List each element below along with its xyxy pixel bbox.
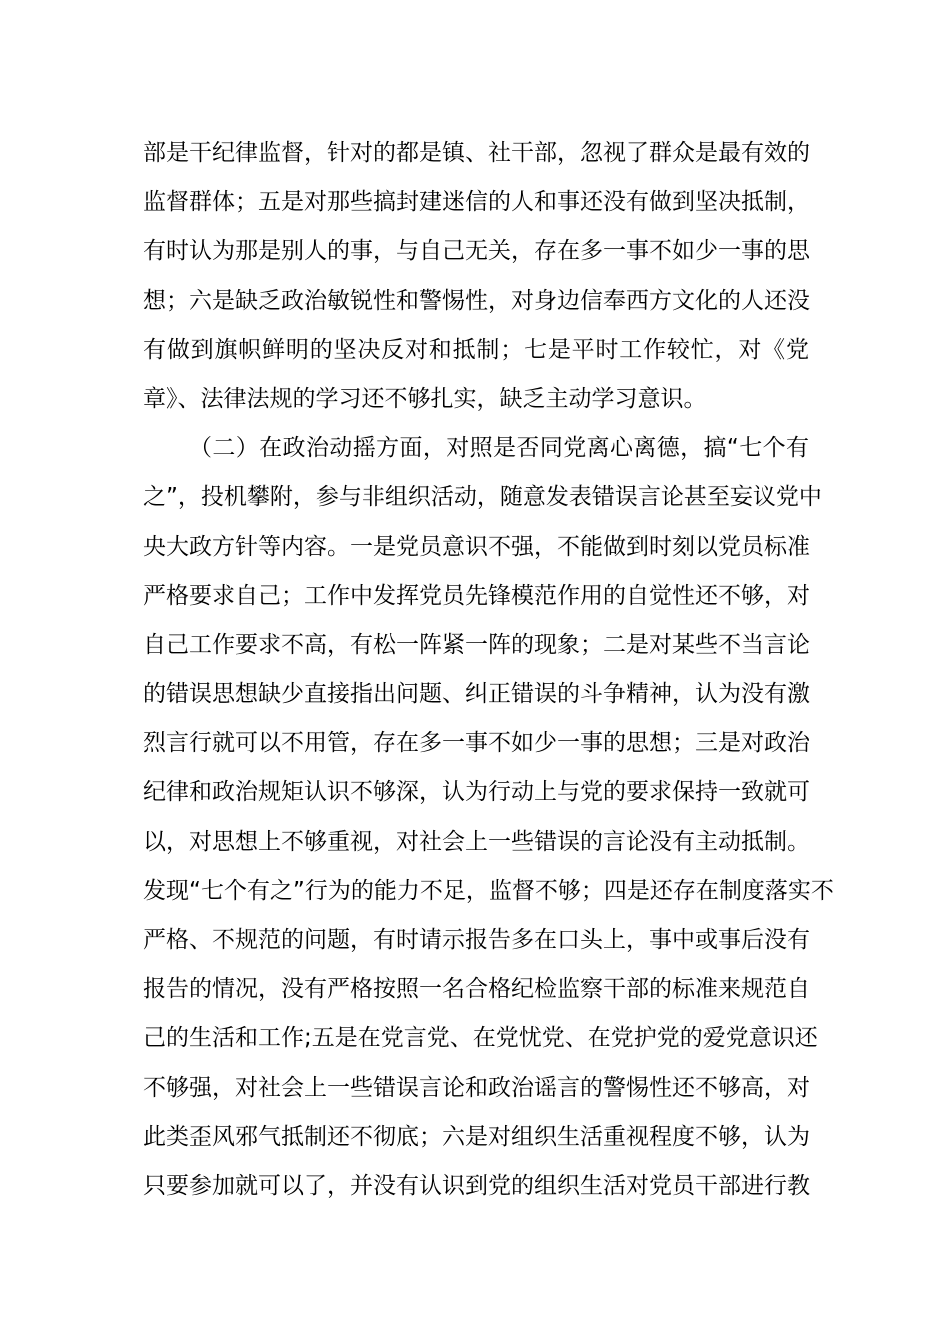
text-line: 之”，投机攀附，参与非组织活动，随意发表错误言论甚至妄议党中	[143, 484, 822, 511]
text-line: 部是干纪律监督，针对的都是镇、社干部，忽视了群众是最有效的	[143, 140, 810, 166]
section-heading-line: （二）在政治动摇方面，对照是否同党离心离德，搞“七个有	[189, 435, 809, 462]
text-line: 想；六是缺乏政治敏锐性和警惕性，对身边信奉西方文化的人还没	[143, 287, 810, 314]
text-line: 章》、法律法规的学习还不够扎实，缺乏主动学习意识。	[143, 385, 707, 412]
text-line: 的错误思想缺少直接指出问题、纠正错误的斗争精神，认为没有激	[143, 681, 810, 708]
text-line: 严格、不规范的问题，有时请示报告多在口头上，事中或事后没有	[143, 927, 810, 953]
text-line: 报告的情况，没有严格按照一名合格纪检监察干部的标准来规范自	[143, 976, 810, 1003]
text-line: 有时认为那是别人的事，与自己无关，存在多一事不如少一事的思	[143, 238, 810, 265]
text-line: 己的生活和工作;五是在党言党、在党忧党、在党护党的爱党意识还	[143, 1025, 818, 1052]
body-text	[143, 129, 834, 1211]
text-line: 发现“七个有之”行为的能力不足，监督不够；四是还存在制度落实不	[143, 877, 834, 904]
text-line: 严格要求自己；工作中发挥党员先锋模范作用的自觉性还不够，对	[143, 582, 810, 609]
text-line: 纪律和政治规矩认识不够深，认为行动上与党的要求保持一致就可	[143, 779, 810, 806]
text-line: 烈言行就可以不用管，存在多一事不如少一事的思想；三是对政治	[143, 730, 810, 757]
text-line: 监督群体；五是对那些搞封建迷信的人和事还没有做到坚决抵制，	[143, 189, 810, 216]
text-line: 以，对思想上不够重视，对社会上一些错误的言论没有主动抵制。	[143, 828, 810, 855]
text-line: 自己工作要求不高，有松一阵紧一阵的现象；二是对某些不当言论	[143, 631, 810, 658]
text-line: 央大政方针等内容。一是党员意识不强，不能做到时刻以党员标准	[143, 533, 810, 560]
text-line: 只要参加就可以了，并没有认识到党的组织生活对党员干部进行教	[143, 1172, 810, 1199]
text-line: 有做到旗帜鲜明的坚决反对和抵制；七是平时工作较忙，对《党	[143, 336, 809, 363]
text-line: 不够强，对社会上一些错误言论和政治谣言的警惕性还不够高，对	[143, 1074, 810, 1101]
text-line: 此类歪风邪气抵制还不彻底；六是对组织生活重视程度不够，认为	[143, 1123, 810, 1150]
